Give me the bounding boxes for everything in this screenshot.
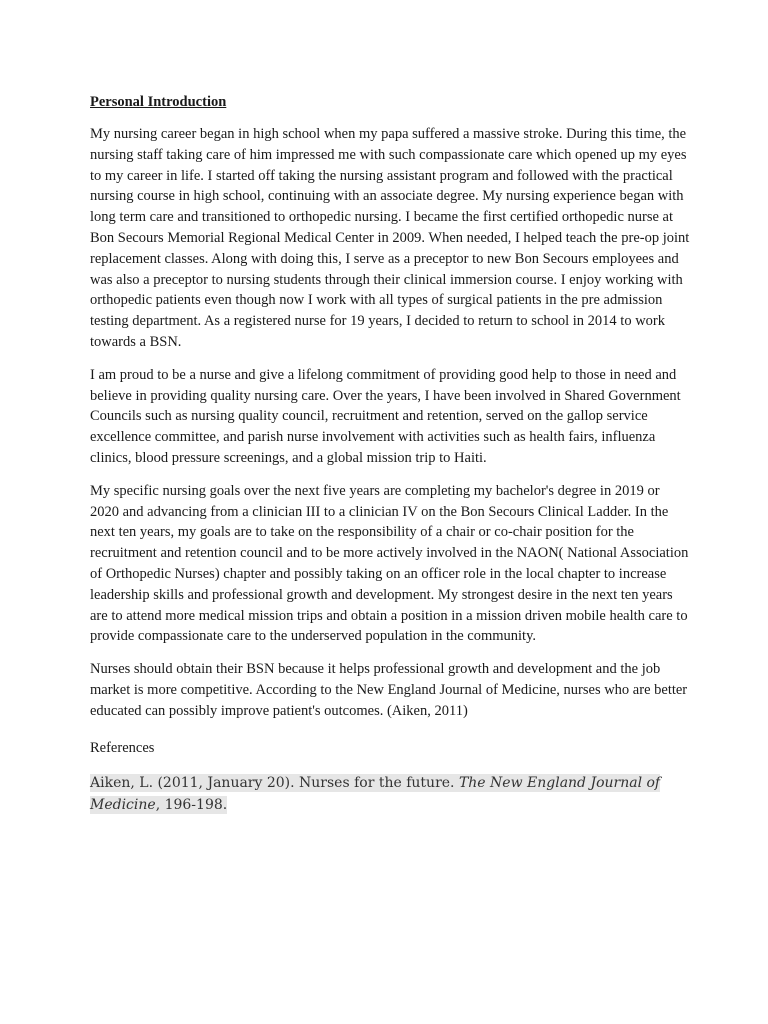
document-page bbox=[90, 92, 690, 816]
citation-author-date: Aiken, L. (2011, January 20). Nurses for the future. bbox=[90, 774, 459, 791]
citation-pages: , 196-198. bbox=[155, 796, 228, 813]
paragraph-bsn: Nurses should obtain their BSN because it helps professional growth and development and the job market is more competitive. According to the New England Journal of Medicine, nurses who are better educated can possibly improve patient's outcomes. (Aiken, 2011) bbox=[90, 661, 688, 719]
paragraph-commitment: I am proud to be a nurse and give a lifelong commitment of providing good help to those in need and believe in providing quality nursing care. Over the years, I have been involved in Shared Government Councils such as nursing quality council, recruitment and retention, served on the gallop service excellence committee, and parish nurse involvement with activities such as health fairs, influenza clinics, blood pressure screenings, and a global mission trip to Haiti. bbox=[90, 366, 681, 466]
references-heading: References bbox=[90, 739, 155, 756]
citation-journal: The New England Journal of Medicine bbox=[90, 774, 661, 813]
page-title: Personal Introduction bbox=[90, 94, 227, 110]
reference-citation bbox=[90, 772, 690, 816]
paragraph-goals: My specific nursing goals over the next five years are completing my bachelor's degree in 2019 or 2020 and advancing from a clinician III to a clinician IV on the Bon Secours Clinical Ladder. In the next ten years, my goals are to take on the responsibility of a chair or co-chair position for the recruitment and retention council and to be more actively involved in the NAON( National Association of Orthopedic Nurses) chapter and possibly taking on an officer role in the local chapter to increase leadership skills and professional growth and development. My strongest desire in the next ten years are to attend more medical mission trips and obtain a position in a mission driven mobile health care to provide compassionate care to the underserved population in the community. bbox=[90, 482, 689, 645]
citation-highlight bbox=[90, 774, 660, 814]
paragraph-introduction: My nursing career began in high school when my papa suffered a massive stroke. During this time, the nursing staff taking care of him impressed me with such compassionate care which opened up my eyes to my career in life. I started off taking the nursing assistant program and followed with the practical nursing course in high school, continuing with an associate degree. My nursing experience began with long term care and transitioned to orthopedic nursing. I became the first certified orthopedic nurse at Bon Secours Memorial Regional Medical Center in 2009. When needed, I helped teach the pre-op joint replacement classes. Along with doing this, I serve as a preceptor to new Bon Secours employees and was also a preceptor to nursing students through their clinical immersion course. I enjoy working with orthopedic patients even though now I work with all types of surgical patients in the pre admission testing department. As a registered nurse for 19 years, I decided to return to school in 2014 to work towards a BSN. bbox=[90, 126, 690, 350]
